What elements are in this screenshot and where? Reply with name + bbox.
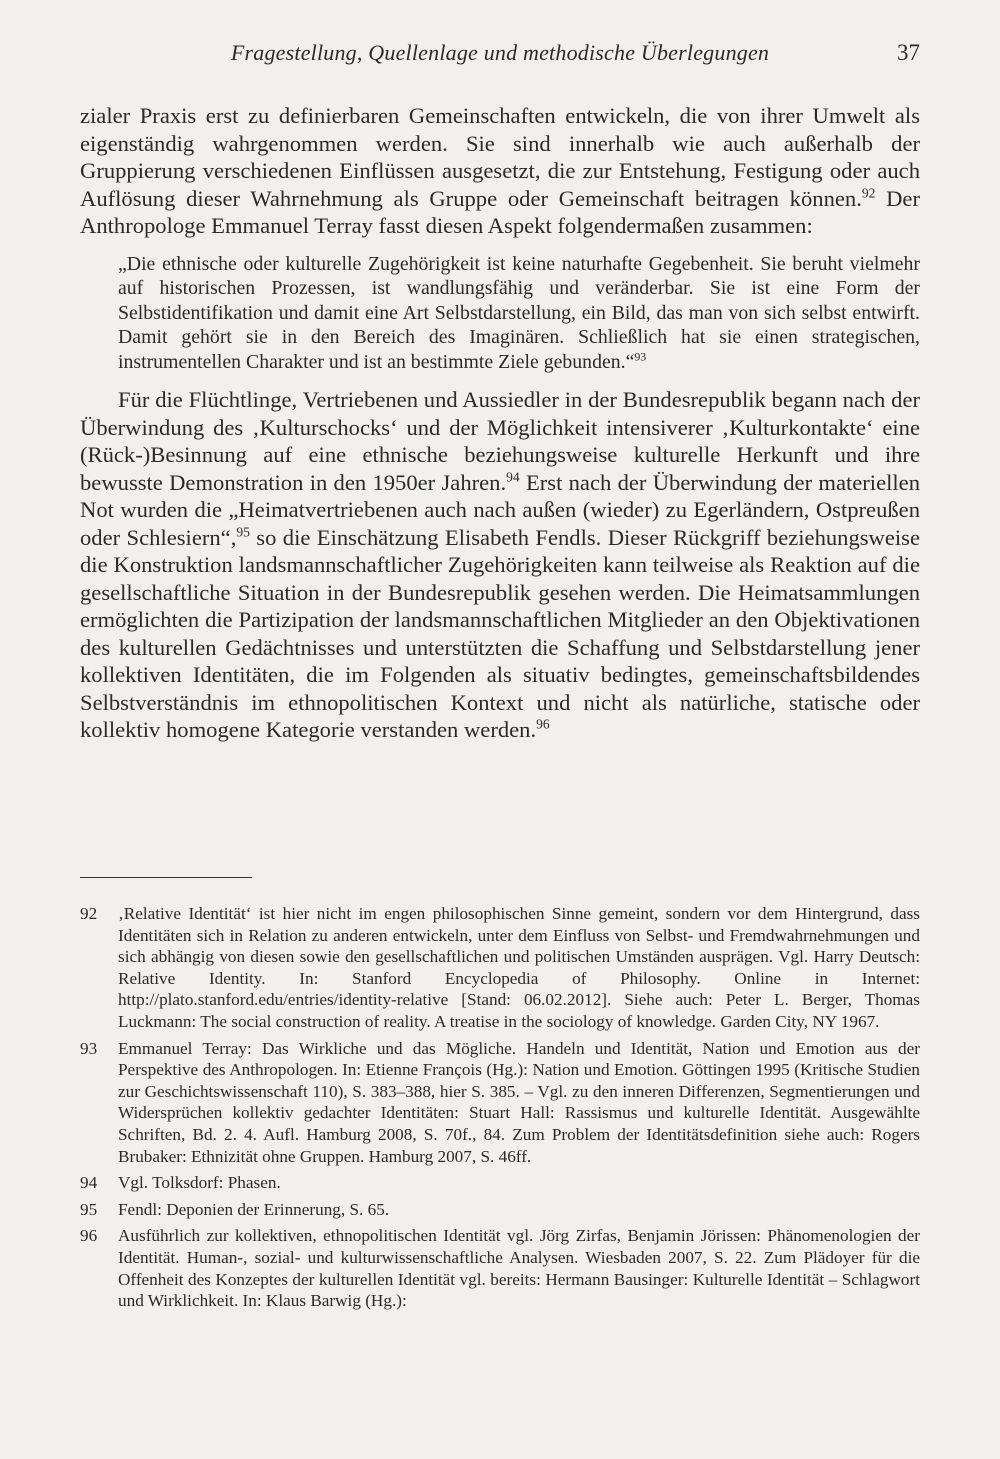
footnote-95 [80,1199,920,1221]
page-header [80,40,920,80]
footnote-text: Fendl: Deponien der Erinnerung, S. 65. [118,1199,390,1219]
footnotes [80,903,920,1317]
main-text [80,102,920,744]
page-number: 37 [897,40,920,65]
paragraph [80,102,920,240]
footnote-96 [80,1225,920,1311]
footnote-number: 93 [80,1038,98,1058]
footnote-number: 96 [80,1226,98,1246]
footnote-92 [80,903,920,1033]
block-quote [118,252,920,375]
quote-text: „Die ethnische oder kulturelle Zugehörigkeit ist keine naturhafte Gegebenheit. Sie beruht vielmehr auf historischen Prozessen, ist wandlungsfähig und veränderbar. Sie ist eine Form der Selbstidentifikation und damit eine Art Selbstdarstellung, ein Bild, das man von sich selbst entwirft. Damit gehört sie in den Bereich des Imaginären. Schließlich hat sie einen strategischen, instrumentellen Charakter und ist an bestimmte Ziele gebunden.“ [118,252,920,373]
footnote-ref[interactable]: 93 [634,349,647,364]
footnote-ref[interactable]: 96 [536,716,550,732]
paragraph-text: zialer Praxis erst zu definierbaren Gemeinschaften entwickeln, die von ihrer Umwelt als eigenständig wahrgenommen werden. Sie sind innerhalb wie auch außerhalb der Gruppierung verschiedenen Einflüssen ausgesetzt, die zur Entstehung, Festigung oder auch Auflösung dieser Wahrnehmung als Gruppe oder Gemeinschaft beitragen können. [80,103,920,211]
footnote-text: Vgl. Tolksdorf: Phasen. [118,1173,281,1193]
footnote-divider [80,877,252,878]
footnote-text: Emmanuel Terray: Das Wirkliche und das Mögliche. Handeln und Identität, Nation und Emotion aus der Perspektive des Anthropologen. In: Etienne François (Hg.): Nation und Emotion. Göttingen 1995 (Kritische Studien zur Geschichtswissenschaft 110), S. 383–388, hier S. 385. – Vgl. zu den inneren Differenzen, Segmentierungen und Widersprüchen kollektiv gedachter Identitäten: Stuart Hall: Rassismus und kulturelle Identität. Ausgewählte Schriften, Bd. 2. 4. Aufl. Hamburg 2008, S. 70f., 84. Zum Problem der Identitätsdefinition siehe auch: Rogers Brubaker: Ethnizität ohne Gruppen. Hamburg 2007, S. 46ff. [118,1038,920,1166]
paragraph-text: Erst nach der Überwindung der materiellen Not wurden die „Heimatvertriebenen auch nach außen (wieder) zu Egerländern, Ostpreußen oder Schlesiern“, [80,469,920,550]
footnote-text: Ausführlich zur kollektiven, ethnopolitischen Identität vgl. Jörg Zirfas, Benjamin Jörissen: Phänomenologien der Identität. Human-, sozial- und kulturwissenschaftliche Analysen. Wiesbaden 2007, S. 22. Zum Plädoyer für die Offenheit des Konzeptes der kulturellen Identität vgl. bereits: Hermann Bausinger: Kulturelle Identität – Schlagwort und Wirklichkeit. In: Klaus Barwig (Hg.): [118,1226,920,1311]
footnote-number: 94 [80,1173,98,1193]
footnote-ref[interactable]: 92 [861,184,876,200]
running-title: Fragestellung, Quellenlage und methodische Überlegungen [230,40,770,65]
footnote-94 [80,1172,920,1194]
paragraph [80,386,920,744]
footnote-ref[interactable]: 94 [506,469,520,485]
footnote-93 [80,1038,920,1168]
footnote-number: 95 [80,1199,98,1219]
paragraph-text: Der Anthropologe Emmanuel Terray fasst diesen Aspekt folgendermaßen zusammen: [80,185,920,238]
footnote-ref[interactable]: 95 [236,524,250,540]
paragraph-text: Für die Flüchtlinge, Vertriebenen und Aussiedler in der Bundesrepublik begann nach der Überwindung des ‚Kulturschocks‘ und der Möglichkeit intensiverer ‚Kulturkontakte‘ eine (Rück-)Besinnung auf eine ethnische beziehungsweise kulturelle Herkunft und ihre bewusste Demonstration in den 1950er Jahren. [80,387,920,495]
footnote-text: ‚Relative Identität‘ ist hier nicht im engen philosophischen Sinne gemeint, sondern vor dem Hintergrund, dass Identitäten sich in Relation zu anderen entwickeln, unter dem Einfluss von Selbst- und Fremdwahrnehmungen und sich abhängig von diesen sowie den gesellschaftlichen und politischen Umständen ausprägen. Vgl. Harry Deutsch: Relative Identity. In: Stanford Encyclopedia of Philosophy. Online in Internet: http://plato.stanford.edu/entries/identity-relative [Stand: 06.02.2012]. Siehe auch: Peter L. Berger, Thomas Luckmann: The social construction of reality. A treatise in the sociology of knowledge. Garden City, NY 1967. [118,904,920,1031]
footnote-number: 92 [80,904,98,923]
paragraph-text: so die Einschätzung Elisabeth Fendls. Dieser Rückgriff beziehungsweise die Konstruktion landsmannschaftlicher Zugehörigkeiten kann teilweise als Reaktion auf die gesellschaftliche Situation in der Bundesrepublik gesehen werden. Die Heimatsammlungen ermöglichten die Partizipation der landsmannschaftlichen Mitglieder an den Objektivationen des kulturellen Gedächtnisses und unterstützten die Schaffung und Selbstdarstellung jener kollektiven Identitäten, die im Folgenden als situativ bedingtes, gemeinschaftsbildendes Selbstverständnis im ethnopolitischen Kontext und nicht als natürliche, statische oder kollektiv homogene Kategorie verstanden werden. [80,524,920,743]
